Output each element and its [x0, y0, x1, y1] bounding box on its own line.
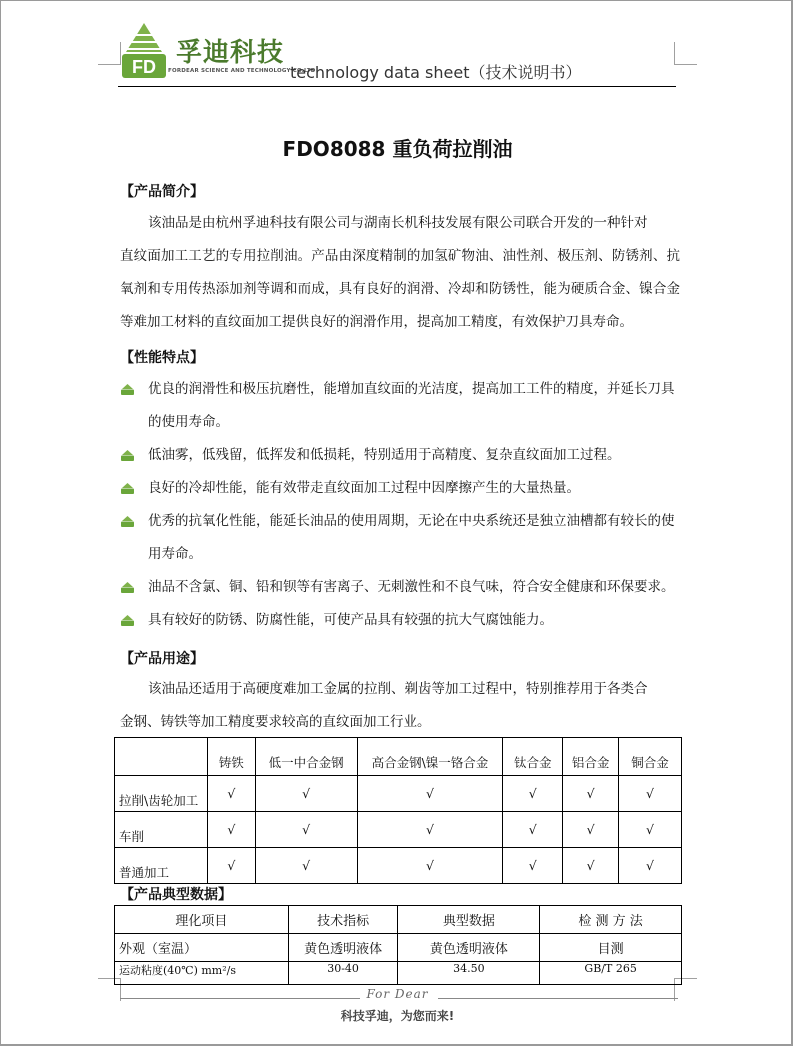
logo-chinese-name: 孚迪科技	[176, 38, 285, 68]
data-table-header: 理化项目	[115, 906, 289, 934]
check-cell: √	[563, 776, 619, 812]
data-cell: 黄色透明液体	[398, 934, 540, 962]
check-cell: √	[255, 812, 357, 848]
fd-bullet-icon	[121, 483, 134, 494]
typical-data-table	[114, 905, 682, 985]
check-cell: √	[563, 848, 619, 884]
feature-item	[118, 373, 680, 439]
data-cell: GB/T 265	[540, 962, 682, 985]
usage-row-label: 拉削\齿轮加工	[115, 776, 208, 812]
fd-bullet-icon	[121, 450, 134, 461]
feature-item	[118, 472, 680, 505]
usage-table-header: 钛合金	[503, 738, 563, 776]
data-cell: 目测	[540, 934, 682, 962]
fd-bullet-icon	[121, 516, 134, 527]
fd-bullet-icon	[121, 384, 134, 395]
usage-table-header: 铸铁	[207, 738, 255, 776]
section-heading-features: 【性能特点】	[120, 350, 204, 366]
section-heading-usage: 【产品用途】	[120, 651, 204, 667]
data-table-header-row	[115, 906, 682, 934]
check-cell: √	[503, 848, 563, 884]
feature-item	[118, 505, 680, 571]
check-cell: √	[207, 776, 255, 812]
check-cell: √	[207, 812, 255, 848]
feature-text: 油品不含氯、铜、铅和钡等有害离子、无刺激性和不良气味，符合安全健康和环保要求。	[148, 579, 675, 595]
document-header	[118, 22, 678, 88]
feature-text: 良好的冷却性能，能有效带走直纹面加工过程中因摩擦产生的大量热量。	[148, 480, 580, 496]
usage-line-first: 该油品还适用于高硬度难加工金属的拉削、剃齿等加工过程中，特别推荐用于各类合	[148, 681, 648, 697]
feature-text: 低油雾，低残留，低挥发和低损耗，特别适用于高精度、复杂直纹面加工过程。	[148, 447, 621, 463]
check-cell: √	[503, 776, 563, 812]
usage-table-header: 铜合金	[619, 738, 682, 776]
check-cell: √	[619, 848, 682, 884]
feature-text: 具有较好的防锈、防腐性能，可使产品具有较强的抗大气腐蚀能力。	[148, 612, 553, 628]
check-cell: √	[619, 812, 682, 848]
feature-text: 优良的润滑性和极压抗磨性，能增加直纹面的光洁度，提高加工工件的精度，并延长刀具的使用寿命。	[148, 381, 675, 430]
usage-table-header	[115, 738, 208, 776]
data-cell: 34.50	[398, 962, 540, 985]
check-cell: √	[255, 776, 357, 812]
data-cell: 30-40	[288, 962, 398, 985]
check-cell: √	[357, 812, 503, 848]
check-cell: √	[255, 848, 357, 884]
data-cell: 外观（室温）	[115, 934, 289, 962]
usage-line-rest: 金钢、铸铁等加工精度要求较高的直纹面加工行业。	[120, 714, 431, 730]
check-cell: √	[357, 848, 503, 884]
fd-bullet-icon	[121, 615, 134, 626]
table-row	[115, 962, 682, 985]
section-heading-intro: 【产品简介】	[120, 184, 204, 200]
document-type: technology data sheet（技术说明书）	[290, 63, 582, 82]
page-title: FDO8088 重负荷拉削油	[282, 137, 513, 161]
intro-line-rest: 直纹面加工工艺的专用拉削油。产品由深度精制的加氢矿物油、油性剂、极压剂、防锈剂、抗氧剂和专用传热添加剂等调和而成，具有良好的润滑、冷却和防锈性，能为硬质合金、镍合金等难加工材料的直纹面加工提供良好的润滑作用，提高加工精度，有效保护刀具寿命。	[120, 248, 680, 330]
table-row	[115, 934, 682, 962]
fd-bullet-icon	[121, 582, 134, 593]
feature-item	[118, 604, 680, 637]
usage-table-header: 低一中合金钢	[255, 738, 357, 776]
table-row	[115, 776, 682, 812]
check-cell: √	[357, 776, 503, 812]
check-cell: √	[563, 812, 619, 848]
table-row	[115, 848, 682, 884]
check-cell: √	[503, 812, 563, 848]
svg-text:FD: FD	[132, 57, 156, 77]
feature-list	[118, 373, 680, 637]
section-heading-data: 【产品典型数据】	[120, 887, 232, 903]
logo-english-name: FORDEAR SCIENCE AND TECHNOLOGY CO.LTD	[168, 68, 316, 74]
data-cell: 运动粘度(40℃) mm²/s	[115, 962, 289, 985]
usage-table	[114, 737, 682, 884]
feature-text: 优秀的抗氧化性能，能延长油品的使用周期，无论在中央系统还是独立油槽都有较长的使用寿命。	[148, 513, 675, 562]
data-table-header: 检 测 方 法	[540, 906, 682, 934]
data-table-header: 典型数据	[398, 906, 540, 934]
check-cell: √	[619, 776, 682, 812]
footer-slogan: 科技孚迪，为您而来!	[340, 1009, 455, 1023]
feature-item	[118, 439, 680, 472]
header-rule	[118, 86, 676, 87]
intro-paragraph	[120, 207, 680, 339]
intro-line-first: 该油品是由杭州孚迪科技有限公司与湖南长机科技发展有限公司联合开发的一种针对	[148, 215, 648, 231]
data-table-header: 技术指标	[288, 906, 398, 934]
usage-paragraph	[120, 673, 680, 739]
usage-table-header: 铝合金	[563, 738, 619, 776]
usage-table-header: 高合金钢\镍一铬合金	[357, 738, 503, 776]
data-cell: 黄色透明液体	[288, 934, 398, 962]
feature-item	[118, 571, 680, 604]
usage-row-label: 车削	[115, 812, 208, 848]
company-logo-icon	[122, 22, 166, 80]
usage-row-label: 普通加工	[115, 848, 208, 884]
table-row	[115, 812, 682, 848]
usage-table-header-row	[115, 738, 682, 776]
check-cell: √	[207, 848, 255, 884]
footer-signature: For Dear	[366, 987, 429, 1001]
